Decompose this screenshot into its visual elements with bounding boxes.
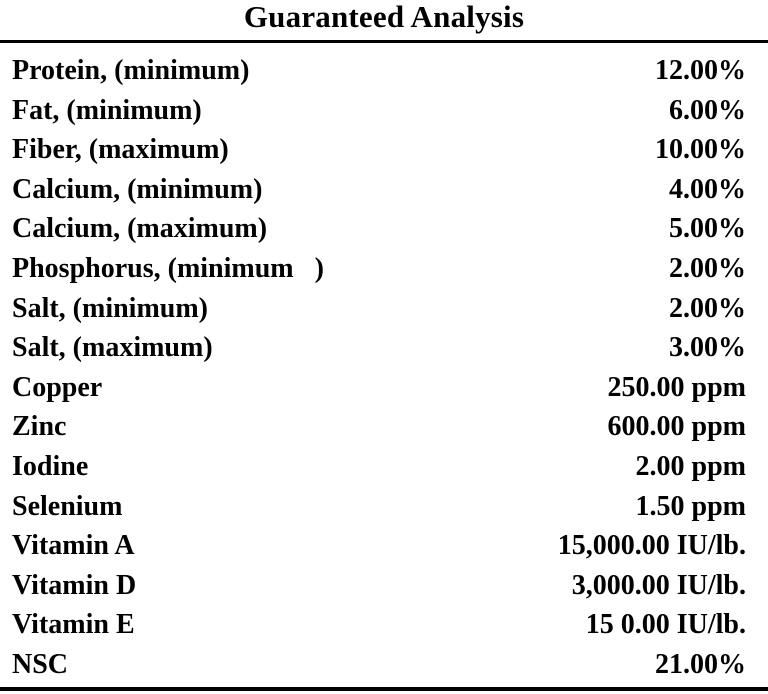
row-label: Protein, (minimum) [12, 55, 250, 86]
row-value: 2.00% [669, 252, 746, 284]
row-value: 10.00% [655, 134, 746, 166]
table-row [0, 91, 768, 131]
row-value: 2.00 ppm [635, 450, 746, 482]
row-value: 600.00 ppm [607, 411, 746, 443]
table-row [0, 645, 768, 685]
row-value: 250.00 ppm [607, 371, 746, 403]
table-row [0, 447, 768, 487]
row-value: 3,000.00 IU/lb. [571, 569, 746, 601]
row-label: Salt, (minimum) [12, 292, 208, 324]
table-row [0, 170, 768, 210]
row-label: Salt, (maximum) [12, 332, 213, 364]
table-row [0, 130, 768, 170]
table-row [0, 605, 768, 645]
row-label: Selenium [12, 490, 123, 522]
table-row [0, 209, 768, 249]
row-value: 12.00% [655, 55, 746, 86]
table-row [0, 328, 768, 368]
row-label: Vitamin E [12, 609, 135, 641]
row-label: Vitamin A [12, 530, 135, 562]
table-title: Guaranteed Analysis [243, 0, 525, 34]
row-value: 2.00% [669, 292, 746, 324]
row-value: 1.50 ppm [635, 490, 746, 522]
row-value: 6.00% [669, 94, 746, 126]
table-row [0, 526, 768, 566]
table-row [0, 51, 768, 91]
table-row [0, 566, 768, 606]
row-label: Iodine [12, 450, 89, 482]
row-value: 15,000.00 IU/lb. [557, 530, 746, 562]
row-value: 15 0.00 IU/lb. [585, 609, 746, 641]
row-label: Calcium, (minimum) [12, 173, 263, 205]
row-label: Calcium, (maximum) [12, 213, 268, 245]
row-value: 5.00% [669, 213, 746, 245]
row-label: Copper [12, 371, 103, 403]
bottom-rule [0, 687, 768, 691]
row-value: 3.00% [669, 332, 746, 364]
top-rule [0, 40, 768, 43]
row-label: Fat, (minimum) [12, 94, 202, 126]
row-value: 21.00% [655, 648, 746, 680]
table-row [0, 487, 768, 527]
row-label: Vitamin D [12, 569, 137, 601]
row-label: Zinc [12, 411, 67, 443]
row-label: Phosphorus, (minimum ) [12, 252, 324, 284]
table-row [0, 249, 768, 289]
table-row [0, 407, 768, 447]
row-label: Fiber, (maximum) [12, 134, 229, 166]
table-row [0, 368, 768, 408]
row-label: NSC [12, 648, 69, 680]
table-row [0, 289, 768, 329]
analysis-table [0, 51, 768, 685]
row-value: 4.00% [669, 173, 746, 205]
